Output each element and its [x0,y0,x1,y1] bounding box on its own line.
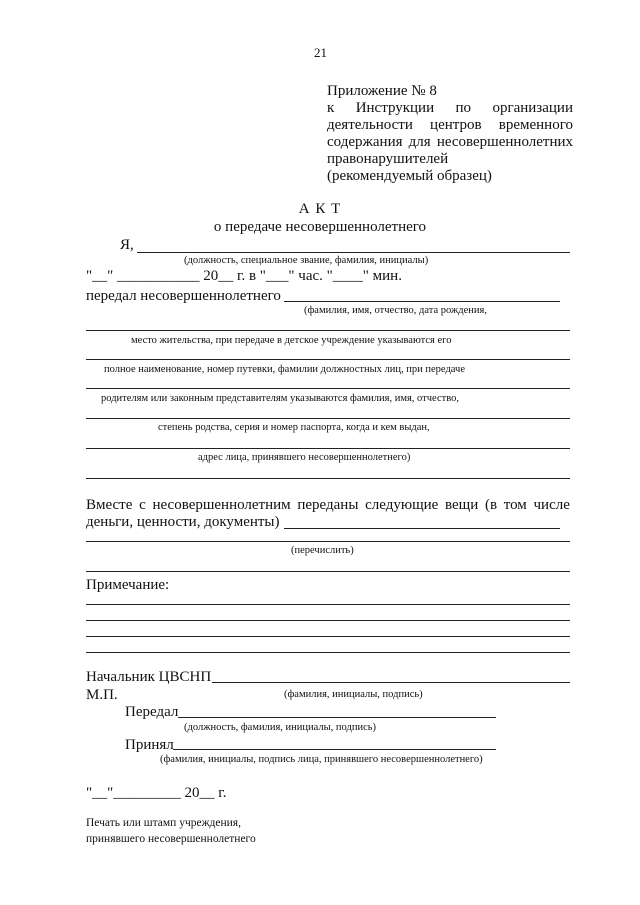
appendix-line-1 [327,101,573,116]
gave-label: Передал [125,704,179,720]
doc-title: А К Т [298,201,342,217]
appendix-line-2 [327,118,573,133]
fill-line[interactable] [86,388,570,389]
doc-subtitle: о передаче несовершеннолетнего [213,219,427,235]
appendix-word: содержания [327,134,403,150]
page-number: 21 [314,45,327,60]
items-word: Вместе [86,497,133,513]
transferred-fill-line[interactable] [284,301,560,302]
items-word: следующие [365,497,439,513]
appendix-word: Инструкции [355,100,435,116]
transferred-caption-2: место жительства, при передаче в детское учреждение указываются его [131,335,452,346]
appendix-word: к [327,100,335,116]
appendix-word: по [455,100,472,116]
items-line-1 [86,498,570,513]
note-line[interactable] [86,604,570,605]
transferred-caption-4: родителям или законным представителям указываются фамилия, имя, отчество, [101,393,459,404]
appendix-word: деятельности [327,117,413,133]
fill-line[interactable] [86,359,570,360]
head-signature-line[interactable] [212,682,570,683]
fill-line[interactable] [86,571,570,572]
items-caption: (перечислить) [291,545,354,556]
appendix-title: Приложение № 8 [327,83,437,99]
fill-line[interactable] [86,478,570,479]
date-time-line: "__" ___________ 20__ г. в "___" час. "____" мин. [86,268,402,284]
i-fill-line[interactable] [137,252,570,253]
stamp-line-2: принявшего несовершеннолетнего [86,833,256,845]
appendix-word: несовершеннолетних [436,134,573,150]
appendix-word: для [408,134,431,150]
items-word: вещи [445,497,479,513]
transferred-caption-6: адрес лица, принявшего несовершеннолетнего) [198,452,411,463]
items-word: несовершеннолетним [152,497,291,513]
transferred-caption-5: степень родства, серия и номер паспорта, когда и кем выдан, [158,422,430,433]
fill-line[interactable] [86,330,570,331]
items-line-2: деньги, ценности, документы) [86,514,280,530]
stamp-line-1: Печать или штамп учреждения, [86,817,241,829]
fill-line[interactable] [86,418,570,419]
head-label: Начальник ЦВСНП [86,669,212,685]
appendix-line-4: правонарушителей [327,151,449,167]
fill-line[interactable] [86,448,570,449]
items-word: переданы [297,497,359,513]
i-label: Я, [120,237,134,253]
transferred-caption-1: (фамилия, имя, отчество, дата рождения, [304,305,487,316]
i-caption: (должность, специальное звание, фамилия, инициалы) [184,255,429,266]
note-label: Примечание: [86,577,170,593]
note-line[interactable] [86,620,570,621]
items-word: числе [533,497,570,513]
items-word: (в [484,497,498,513]
head-caption: (фамилия, инициалы, подпись) [284,689,423,700]
gave-caption: (должность, фамилия, инициалы, подпись) [184,722,377,733]
appendix-word: организации [492,100,573,116]
items-word: с [139,497,146,513]
note-line[interactable] [86,636,570,637]
transferred-caption-3: полное наименование, номер путевки, фамилии должностных лиц, при передаче [104,364,465,375]
appendix-word: центров [430,117,482,133]
gave-signature-line[interactable] [178,717,496,718]
appendix-line-3 [327,135,573,150]
appendix-line-5: (рекомендуемый образец) [327,168,492,184]
items-word: том [503,497,527,513]
received-caption: (фамилия, инициалы, подпись лица, принявшего несовершеннолетнего) [160,754,483,765]
received-label: Принял [125,737,174,753]
footer-date: "__"_________ 20__ г. [86,785,227,801]
items-fill-line[interactable] [284,528,560,529]
note-line[interactable] [86,652,570,653]
transferred-label: передал несовершеннолетнего [86,288,281,304]
received-signature-line[interactable] [173,749,496,750]
fill-line[interactable] [86,541,570,542]
mp-label: М.П. [86,687,118,703]
appendix-word: временного [498,117,573,133]
